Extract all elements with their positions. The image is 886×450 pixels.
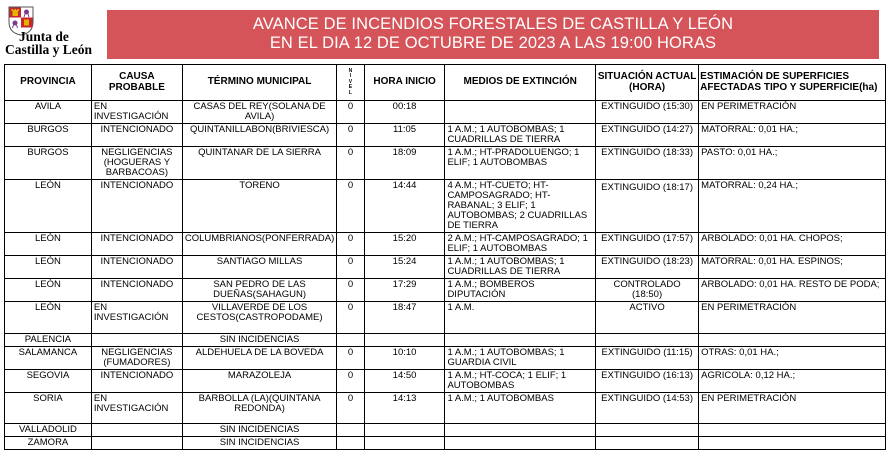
cell-situacion: EXTINGUIDO (14:53) xyxy=(595,393,698,424)
cell-hora: 14:13 xyxy=(364,393,445,424)
cell-estimacion: EN PERIMETRACIÓN xyxy=(699,302,886,334)
cell-causa: NEGLIGENCIAS (FUMADORES) xyxy=(91,347,182,370)
table-row xyxy=(5,101,886,124)
cell-estimacion: MATORRAL: 0,24 HA.; xyxy=(699,180,886,233)
col-header-medios: MEDIOS DE EXTINCIÓN xyxy=(445,65,596,101)
logo-text-line1: Junta de xyxy=(19,29,69,44)
cell-termino: VILLAVERDE DE LOS CESTOS(CASTROPODAME) xyxy=(182,302,336,334)
cell-situacion: EXTINGUIDO (14:27) xyxy=(595,124,698,147)
cell-nivel: 0 xyxy=(337,147,364,180)
cell-hora: 00:18 xyxy=(364,101,445,124)
cell-termino: BARBOLLA (LA)(QUINTANA REDONDA) xyxy=(182,393,336,424)
cell-medios: 2 A.M.; HT-CAMPOSAGRADO; 1 ELIF; 1 AUTOBOMBAS xyxy=(445,233,596,256)
cell-nivel xyxy=(337,334,364,347)
cell-provincia: VALLADOLID xyxy=(5,424,92,437)
cell-termino: SAN PEDRO DE LAS DUEÑAS(SAHAGUN) xyxy=(182,279,336,302)
cell-provincia: LEÓN xyxy=(5,180,92,233)
table-row xyxy=(5,437,886,450)
cell-provincia: SALAMANCA xyxy=(5,347,92,370)
cell-causa: INTENCIONADO xyxy=(91,124,182,147)
cell-situacion: EXTINGUIDO (18:23) xyxy=(595,256,698,279)
logo-text-line2: Castilla y León xyxy=(5,42,93,57)
table-row xyxy=(5,393,886,424)
fires-table xyxy=(4,64,886,450)
cell-nivel xyxy=(337,424,364,437)
cell-estimacion: PASTO: 0,01 HA.; xyxy=(699,147,886,180)
cell-provincia: PALENCIA xyxy=(5,334,92,347)
cell-estimacion: EN PERIMETRACIÓN xyxy=(699,393,886,424)
cell-termino: SIN INCIDENCIAS xyxy=(182,437,336,450)
cell-provincia: BURGOS xyxy=(5,124,92,147)
cell-causa: INTENCIONADO xyxy=(91,370,182,393)
cell-situacion xyxy=(595,334,698,347)
col-header-causa: CAUSA PROBABLE xyxy=(91,65,182,101)
cell-provincia: SEGOVIA xyxy=(5,370,92,393)
table-row xyxy=(5,302,886,334)
col-header-termino: TÉRMINO MUNICIPAL xyxy=(182,65,336,101)
cell-causa xyxy=(91,437,182,450)
cell-medios: 1 A.M. xyxy=(445,302,596,334)
cell-causa: INTENCIONADO xyxy=(91,233,182,256)
cell-nivel: 0 xyxy=(337,347,364,370)
report-title-banner xyxy=(107,10,879,59)
cell-situacion: EXTINGUIDO (17:57) xyxy=(595,233,698,256)
cell-nivel xyxy=(337,437,364,450)
cell-hora: 10:10 xyxy=(364,347,445,370)
cell-termino: SANTIAGO MILLAS xyxy=(182,256,336,279)
cell-situacion: EXTINGUIDO (15:30) xyxy=(595,101,698,124)
cell-medios: 1 A.M.; HT-COCA; 1 ELIF; 1 AUTOBOMBAS xyxy=(445,370,596,393)
cell-nivel: 0 xyxy=(337,302,364,334)
cell-termino: TORENO xyxy=(182,180,336,233)
cell-hora: 15:24 xyxy=(364,256,445,279)
cell-situacion: EXTINGUIDO (16:13) xyxy=(595,370,698,393)
cell-medios xyxy=(445,334,596,347)
cell-hora xyxy=(364,424,445,437)
cell-estimacion: ARBOLADO: 0,01 HA. RESTO DE PODA; xyxy=(699,279,886,302)
cell-causa: INTENCIONADO xyxy=(91,180,182,233)
col-header-provincia: PROVINCIA xyxy=(5,65,92,101)
cell-causa: INTENCIONADO xyxy=(91,279,182,302)
report-title-line1: AVANCE DE INCENDIOS FORESTALES DE CASTILLA Y LEÓN xyxy=(252,15,734,33)
cell-provincia: LEÓN xyxy=(5,233,92,256)
cell-termino: MARAZOLEJA xyxy=(182,370,336,393)
cell-medios xyxy=(445,424,596,437)
cell-nivel: 0 xyxy=(337,180,364,233)
cell-hora: 17:29 xyxy=(364,279,445,302)
cell-provincia: LEÓN xyxy=(5,256,92,279)
cell-causa: INTENCIONADO xyxy=(91,256,182,279)
table-row xyxy=(5,279,886,302)
cell-causa xyxy=(91,334,182,347)
cell-hora: 11:05 xyxy=(364,124,445,147)
col-header-situacion: SITUACIÓN ACTUAL (HORA) xyxy=(595,65,698,101)
cell-termino: SIN INCIDENCIAS xyxy=(182,424,336,437)
cell-medios: 1 A.M.; 1 AUTOBOMBAS; 1 GUARDIA CIVIL xyxy=(445,347,596,370)
cell-medios xyxy=(445,101,596,124)
cell-nivel: 0 xyxy=(337,233,364,256)
table-row xyxy=(5,180,886,233)
cell-causa: NEGLIGENCIAS (HOGUERAS Y BARBACOAS) xyxy=(91,147,182,180)
cell-medios xyxy=(445,437,596,450)
cell-causa: EN INVESTIGACIÓN xyxy=(91,101,182,124)
cell-provincia: SORIA xyxy=(5,393,92,424)
table-row xyxy=(5,256,886,279)
table-row xyxy=(5,424,886,437)
cell-hora: 18:47 xyxy=(364,302,445,334)
table-row xyxy=(5,370,886,393)
cell-provincia: LEÓN xyxy=(5,279,92,302)
table-row xyxy=(5,347,886,370)
cell-situacion xyxy=(595,437,698,450)
col-header-nivel-text: N I V E L xyxy=(348,67,353,96)
cell-estimacion: AGRICOLA: 0,12 HA.; xyxy=(699,370,886,393)
cell-hora: 18:09 xyxy=(364,147,445,180)
cell-estimacion xyxy=(699,424,886,437)
cell-situacion xyxy=(595,424,698,437)
table-row xyxy=(5,147,886,180)
cell-nivel: 0 xyxy=(337,101,364,124)
cell-termino: ALDEHUELA DE LA BOVEDA xyxy=(182,347,336,370)
cell-provincia: LEÓN xyxy=(5,302,92,334)
cell-medios: 1 A.M.; 1 AUTOBOMBAS; 1 CUADRILLAS DE TIERRA xyxy=(445,124,596,147)
table-row xyxy=(5,124,886,147)
cell-medios: 1 A.M.; HT-PRADOLUENGO; 1 ELIF; 1 AUTOBOMBAS xyxy=(445,147,596,180)
cell-provincia: ZAMORA xyxy=(5,437,92,450)
report-title-line2: EN EL DIA 12 DE OCTUBRE DE 2023 A LAS 19:00 HORAS xyxy=(269,34,717,52)
cell-termino: COLUMBRIANOS(PONFERRADA) xyxy=(182,233,336,256)
cell-situacion: EXTINGUIDO (18:33) xyxy=(595,147,698,180)
cell-termino: SIN INCIDENCIAS xyxy=(182,334,336,347)
cell-estimacion: ARBOLADO: 0,01 HA. CHOPOS; xyxy=(699,233,886,256)
table-row xyxy=(5,334,886,347)
junta-logo xyxy=(4,6,99,60)
col-header-nivel xyxy=(337,65,364,101)
cell-hora: 14:44 xyxy=(364,180,445,233)
cell-estimacion: EN PERIMETRACIÓN xyxy=(699,101,886,124)
cell-hora: 15:20 xyxy=(364,233,445,256)
cell-nivel: 0 xyxy=(337,370,364,393)
col-header-hora: HORA INICIO xyxy=(364,65,445,101)
cell-estimacion: MATORRAL: 0,01 HA. ESPINOS; xyxy=(699,256,886,279)
cell-hora xyxy=(364,437,445,450)
cell-nivel: 0 xyxy=(337,279,364,302)
cell-medios: 1 A.M.; 1 AUTOBOMBAS xyxy=(445,393,596,424)
cell-provincia: AVILA xyxy=(5,101,92,124)
cell-situacion: EXTINGUIDO (11:15) xyxy=(595,347,698,370)
cell-termino: QUINTANAR DE LA SIERRA xyxy=(182,147,336,180)
col-header-estimacion: ESTIMACIÓN DE SUPERFICIES AFECTADAS TIPO Y SUPERFICIE(ha) xyxy=(699,65,886,101)
cell-causa xyxy=(91,424,182,437)
cell-nivel: 0 xyxy=(337,393,364,424)
cell-estimacion xyxy=(699,437,886,450)
cell-medios: 4 A.M.; HT-CUETO; HT-CAMPOSAGRADO; HT-RABANAL; 3 ELIF; 1 AUTOBOMBAS; 2 CUADRILLAS DE TIERRA xyxy=(445,180,596,233)
cell-situacion: ACTIVO xyxy=(595,302,698,334)
cell-nivel: 0 xyxy=(337,124,364,147)
cell-situacion: EXTINGUIDO (18:17) xyxy=(595,180,698,233)
cell-estimacion: MATORRAL: 0,01 HA.; xyxy=(699,124,886,147)
cell-causa: EN INVESTIGACIÓN xyxy=(91,393,182,424)
table-row xyxy=(5,233,886,256)
cell-termino: QUINTANILLABON(BRIVIESCA) xyxy=(182,124,336,147)
table-header-row xyxy=(5,65,886,101)
cell-medios: 1 A.M.; BOMBEROS DIPUTACIÓN xyxy=(445,279,596,302)
cell-situacion: CONTROLADO (18:50) xyxy=(595,279,698,302)
cell-provincia: BURGOS xyxy=(5,147,92,180)
cell-hora xyxy=(364,334,445,347)
cell-estimacion xyxy=(699,334,886,347)
cell-estimacion: OTRAS: 0,01 HA.; xyxy=(699,347,886,370)
cell-termino: CASAS DEL REY(SOLANA DE AVILA) xyxy=(182,101,336,124)
cell-hora: 14:50 xyxy=(364,370,445,393)
cell-causa: EN INVESTIGACIÓN xyxy=(91,302,182,334)
cell-nivel: 0 xyxy=(337,256,364,279)
cell-medios: 1 A.M.; 1 AUTOBOMBAS; 1 CUADRILLAS DE TIERRA xyxy=(445,256,596,279)
